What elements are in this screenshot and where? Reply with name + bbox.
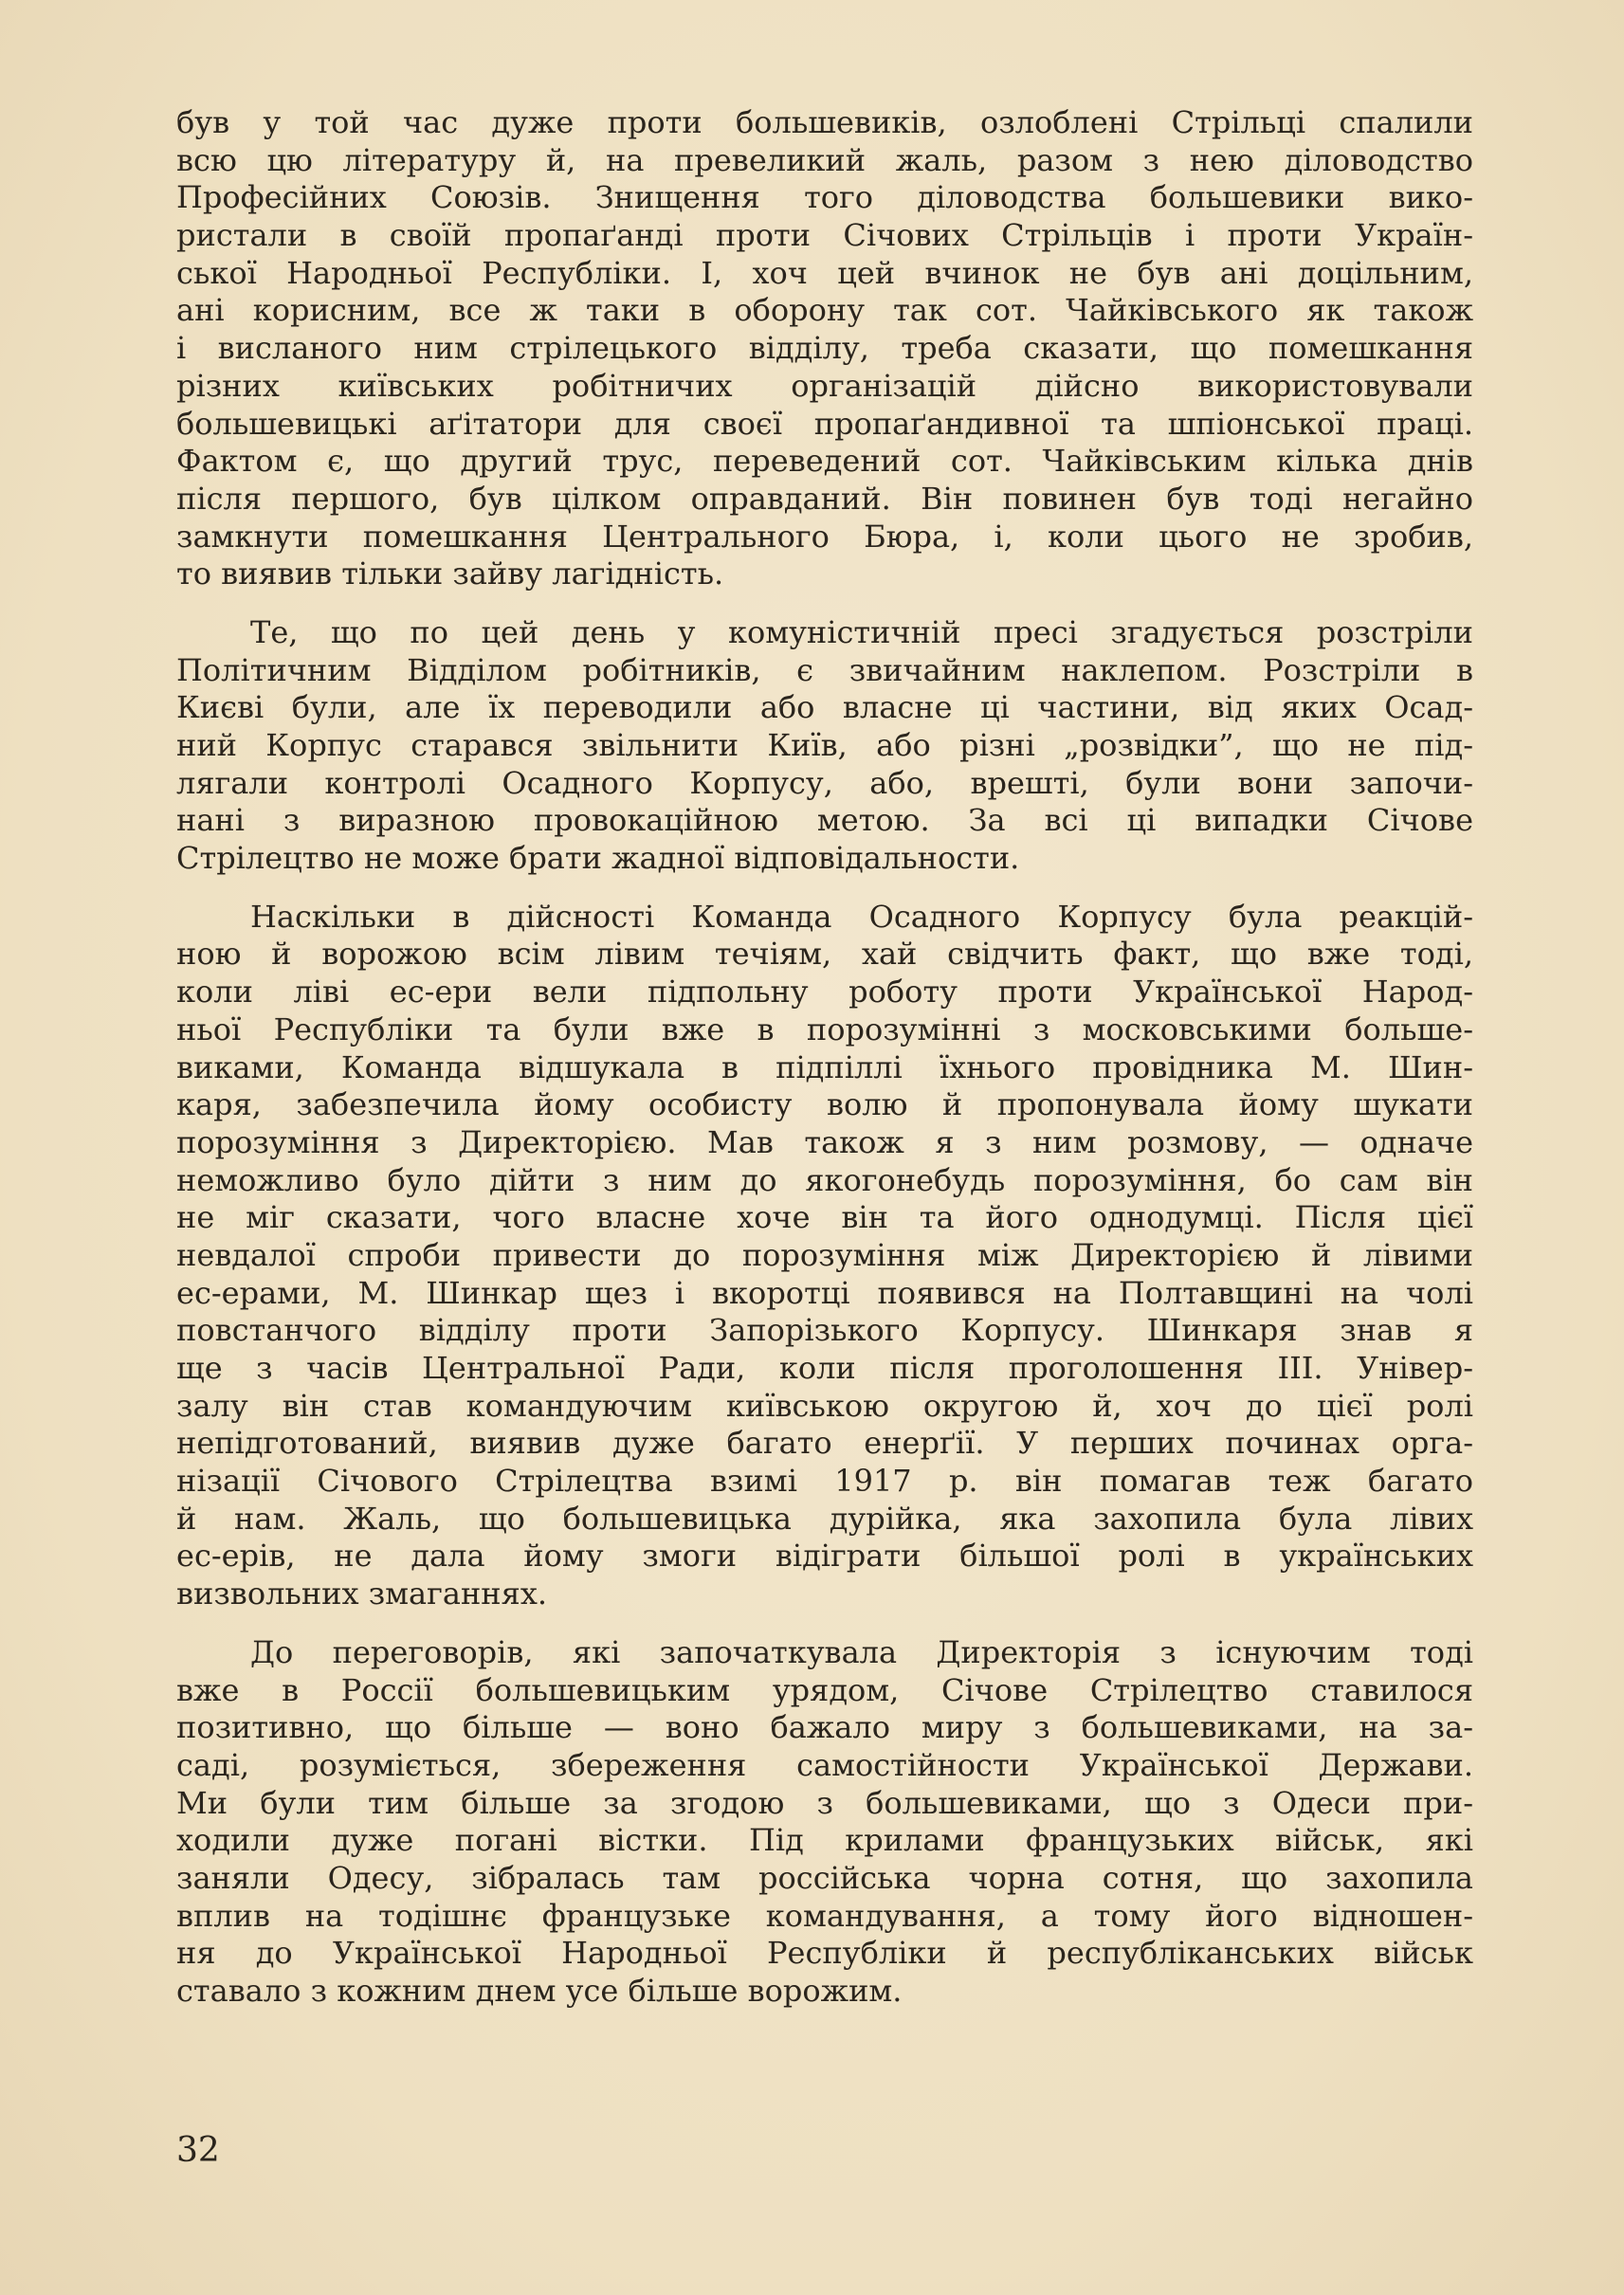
text-line: після першого, був цілком оправданий. Він повинен був тоді негайно	[176, 480, 1473, 517]
text-line: Фактом є, що другий трус, переведений сот. Чайківським кілька днів	[176, 443, 1473, 480]
paragraph	[176, 1634, 1473, 2011]
text-line: ний Корпус старався звільнити Київ, або різні „розвідки”, що не під-	[176, 727, 1473, 763]
text-line: Наскільки в дійсності Команда Осадного Корпусу була реакцій-	[250, 898, 1473, 935]
paragraph	[176, 899, 1473, 1613]
text-line: До переговорів, які започаткувала Директорія з існуючим тоді	[250, 1633, 1473, 1670]
text-line: лягали контролі Осадного Корпусу, або, врешті, були вони започи-	[176, 764, 1473, 801]
text-line: Політичним Відділом робітників, є звичайним наклепом. Розстріли в	[176, 651, 1473, 688]
text-line: ставало з кожним днем усе більше ворожим.	[176, 1973, 903, 2009]
text-line: каря, забезпечила йому особисту волю й пропонувала йому шукати	[176, 1086, 1473, 1123]
text-line: неможливо було дійти з ним до якогонебудь порозуміння, бо сам він	[176, 1161, 1473, 1198]
text-line: ня до Української Народньої Республіки й республіканських військ	[176, 1935, 1473, 1972]
text-line: повстанчого відділу проти Запорізького Корпусу. Шинкаря знав я	[176, 1312, 1473, 1349]
text-line: ще з часів Центральної Ради, коли після проголошення III. Універ-	[176, 1350, 1473, 1386]
text-line: вплив на тодішнє французьке командування, а тому його відношен-	[176, 1897, 1473, 1934]
text-line: ес-ерів, не дала йому змоги відіграти більшої ролі в українських	[176, 1538, 1473, 1575]
text-line: Ми були тим більше за згодою з большевиками, що з Одеси при-	[176, 1784, 1473, 1821]
text-line: ною й ворожою всім лівим течіям, хай свідчить факт, що вже тоді,	[176, 936, 1473, 973]
text-line: порозуміння з Директорією. Мав також я з ним розмову, — одначе	[176, 1123, 1473, 1160]
text-line: невдалої спроби привести до порозуміння між Директорією й лівими	[176, 1236, 1473, 1273]
text-line: ес-ерами, М. Шинкар щез і вкоротці появився на Полтавщині на чолі	[176, 1274, 1473, 1311]
text-line: ської Народньої Республіки. І, хоч цей вчинок не був ані доцільним,	[176, 254, 1473, 291]
text-line: Києві були, але їх переводили або власне ці частини, від яких Осад-	[176, 689, 1473, 726]
text-line: большевицькі аґітатори для своєї пропаґандивної та шпіонської праці.	[176, 405, 1473, 442]
text-line: й нам. Жаль, що большевицька дурійка, яка захопила була лівих	[176, 1500, 1473, 1537]
text-line: позитивно, що більше — воно бажало миру з большевиками, на за-	[176, 1709, 1473, 1746]
text-line: і висланого ним стрілецького відділу, треба сказати, що помешкання	[176, 330, 1473, 367]
text-line: всю цю літературу й, на превеликий жаль, разом з нею діловодство	[176, 141, 1473, 178]
text-line: Те, що по цей день у комуністичній пресі згадується розстріли	[250, 613, 1473, 650]
text-line: непідготований, виявив дуже багато енерґії. У перших починах орга-	[176, 1425, 1473, 1462]
text-line: замкнути помешкання Центрального Бюра, і, коли цього не зробив,	[176, 518, 1473, 555]
text-line: Професійних Союзів. Знищення того діловодства большевики вико-	[176, 179, 1473, 216]
text-line: не міг сказати, чого власне хоче він та його однодумці. Після цієї	[176, 1199, 1473, 1236]
text-line: ходили дуже погані вістки. Під крилами французьких військ, які	[176, 1822, 1473, 1859]
body-text	[176, 104, 1473, 2031]
text-line: визвольних змаганнях.	[176, 1576, 548, 1612]
text-line: ньої Республіки та були вже в порозумінні з московськими больше-	[176, 1011, 1473, 1047]
text-line: виками, Команда відшукала в підпіллі їхнього провідника М. Шин-	[176, 1048, 1473, 1085]
paragraph	[176, 614, 1473, 878]
text-line: ані корисним, все ж таки в оборону так сот. Чайківського як також	[176, 292, 1473, 329]
text-line: різних київських робітничих організацій дійсно використовували	[176, 367, 1473, 404]
text-line: залу він став командуючим київською округою й, хоч до цієї ролі	[176, 1387, 1473, 1424]
text-line: ристали в своїй пропаґанді проти Січових Стрільців і проти Україн-	[176, 217, 1473, 254]
text-line: заняли Одесу, зібралась там россійська чорна сотня, що захопила	[176, 1859, 1473, 1896]
text-line: нані з виразною провокаційною метою. За всі ці випадки Січове	[176, 802, 1473, 839]
text-line: вже в Россії большевицьким урядом, Січове Стрілецтво ставилося	[176, 1671, 1473, 1708]
page-number: 32	[176, 2131, 220, 2170]
paragraph	[176, 104, 1473, 593]
text-line: Стрілецтво не може брати жадної відповідальности.	[176, 840, 1020, 877]
text-line: то виявив тільки зайву лагідність.	[176, 556, 724, 592]
text-line: саді, розуміється, збереження самостійности Української Держави.	[176, 1746, 1473, 1783]
text-line: коли ліві ес-ери вели підпольну роботу проти Української Народ-	[176, 974, 1473, 1011]
text-line: нізації Січового Стрілецтва взимі 1917 р. він помагав теж багато	[176, 1463, 1473, 1500]
text-line: був у той час дуже проти большевиків, озлоблені Стрільці спалили	[176, 104, 1473, 140]
